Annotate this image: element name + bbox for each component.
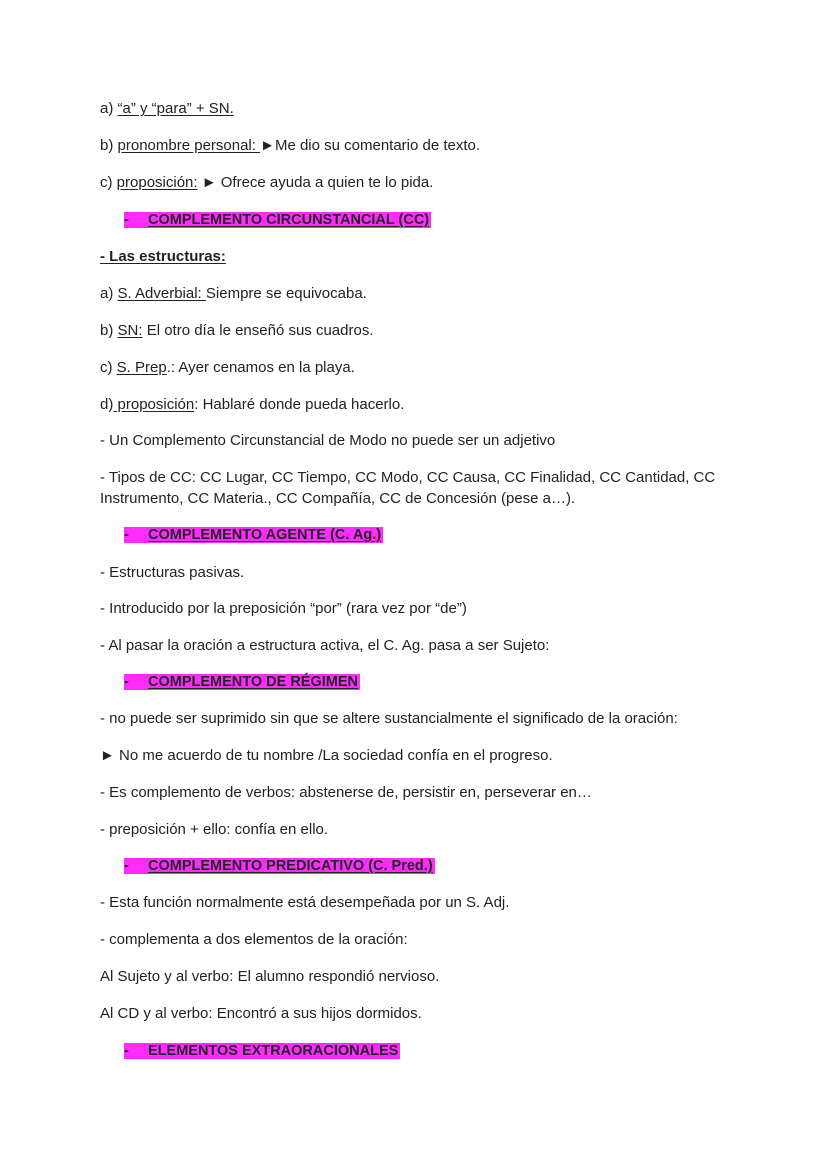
section-heading-cc xyxy=(124,211,431,229)
item-prefix: b) xyxy=(100,137,118,154)
heading-highlight xyxy=(124,527,383,543)
heading-dash: - xyxy=(124,527,129,543)
heading-title: COMPLEMENTO DE RÉGIMEN xyxy=(148,674,358,690)
agente-line-1: - Estructuras pasivas. xyxy=(100,564,245,581)
item-underlined: proposición: xyxy=(116,174,198,191)
heading-highlight xyxy=(124,1043,400,1059)
regimen-line-2: ► No me acuerdo de tu nombre /La sociedad confía en el progreso. xyxy=(100,747,553,764)
heading-title: COMPLEMENTO AGENTE (C. Ag.) xyxy=(148,527,382,543)
agente-line-2: - Introducido por la preposición “por” (rara vez por “de”) xyxy=(100,600,467,617)
item-example: ► Ofrece ayuda a quien te lo pida. xyxy=(197,174,434,191)
item-prefix: c) xyxy=(100,359,117,376)
list-item-b-pronombre xyxy=(100,135,740,156)
estructuras-text: - Las estructuras: xyxy=(100,248,226,265)
item-underlined: “a” y “para” + SN. xyxy=(117,100,234,117)
item-prefix: d) xyxy=(100,396,114,413)
item-underlined: pronombre personal: xyxy=(117,137,261,154)
section-heading-agente xyxy=(124,526,383,544)
heading-dash: - xyxy=(124,1043,129,1059)
item-prefix: b) xyxy=(100,322,118,339)
item-underlined: SN: xyxy=(117,322,143,339)
section-heading-extraoracionales xyxy=(124,1042,400,1060)
item-prefix: a) xyxy=(100,285,118,302)
list-item-a-adverbial xyxy=(100,283,740,304)
section-heading-regimen xyxy=(124,673,360,691)
item-underlined: proposición xyxy=(113,396,195,413)
estructuras-label xyxy=(100,246,740,267)
heading-highlight xyxy=(124,212,431,228)
heading-highlight xyxy=(124,858,435,874)
item-example: Siempre se equivocaba. xyxy=(205,285,367,302)
agente-line-3: - Al pasar la oración a estructura activa, el C. Ag. pasa a ser Sujeto: xyxy=(100,637,550,654)
heading-dash: - xyxy=(124,212,129,228)
item-prefix: c) xyxy=(100,174,117,191)
heading-dash: - xyxy=(124,858,129,874)
predicativo-line-1: - Esta función normalmente está desempeñada por un S. Adj. xyxy=(100,894,510,911)
list-item-a-prep xyxy=(100,98,740,119)
item-underlined: S. Adverbial: xyxy=(117,285,206,302)
cc-note-tipos: - Tipos de CC: CC Lugar, CC Tiempo, CC Modo, CC Causa, CC Finalidad, CC Cantidad, CC Instrumento, CC Materia., CC Compañía, CC de Concesión (pese a…). xyxy=(100,469,716,507)
regimen-line-1: - no puede ser suprimido sin que se altere sustancialmente el significado de la oración: xyxy=(100,710,678,727)
heading-title: COMPLEMENTO PREDICATIVO (C. Pred.) xyxy=(148,858,433,874)
list-item-c-sprep xyxy=(100,357,740,378)
heading-title: ELEMENTOS EXTRAORACIONALES xyxy=(148,1043,399,1059)
section-heading-predicativo xyxy=(124,857,435,875)
list-item-d-proposicion xyxy=(100,394,740,415)
list-item-c-proposicion xyxy=(100,172,740,193)
predicativo-line-2: - complementa a dos elementos de la oración: xyxy=(100,931,408,948)
regimen-line-3: - Es complemento de verbos: abstenerse de, persistir en, perseverar en… xyxy=(100,784,592,801)
item-example: .: Ayer cenamos en la playa. xyxy=(166,359,355,376)
heading-highlight xyxy=(124,674,360,690)
heading-dash: - xyxy=(124,674,129,690)
cc-note-modo: - Un Complemento Circunstancial de Modo no puede ser un adjetivo xyxy=(100,432,556,449)
heading-title: COMPLEMENTO CIRCUNSTANCIAL (CC) xyxy=(148,212,430,228)
item-example: ►Me dio su comentario de texto. xyxy=(260,137,481,154)
predicativo-line-4: Al CD y al verbo: Encontró a sus hijos dormidos. xyxy=(100,1005,422,1022)
regimen-line-4: - preposición + ello: confía en ello. xyxy=(100,821,329,838)
predicativo-line-3: Al Sujeto y al verbo: El alumno respondió nervioso. xyxy=(100,968,440,985)
item-prefix: a) xyxy=(100,100,118,117)
list-item-b-sn xyxy=(100,320,740,341)
item-example: : Hablaré donde pueda hacerlo. xyxy=(194,396,405,413)
item-underlined: S. Prep xyxy=(116,359,167,376)
item-example: El otro día le enseñó sus cuadros. xyxy=(142,322,374,339)
